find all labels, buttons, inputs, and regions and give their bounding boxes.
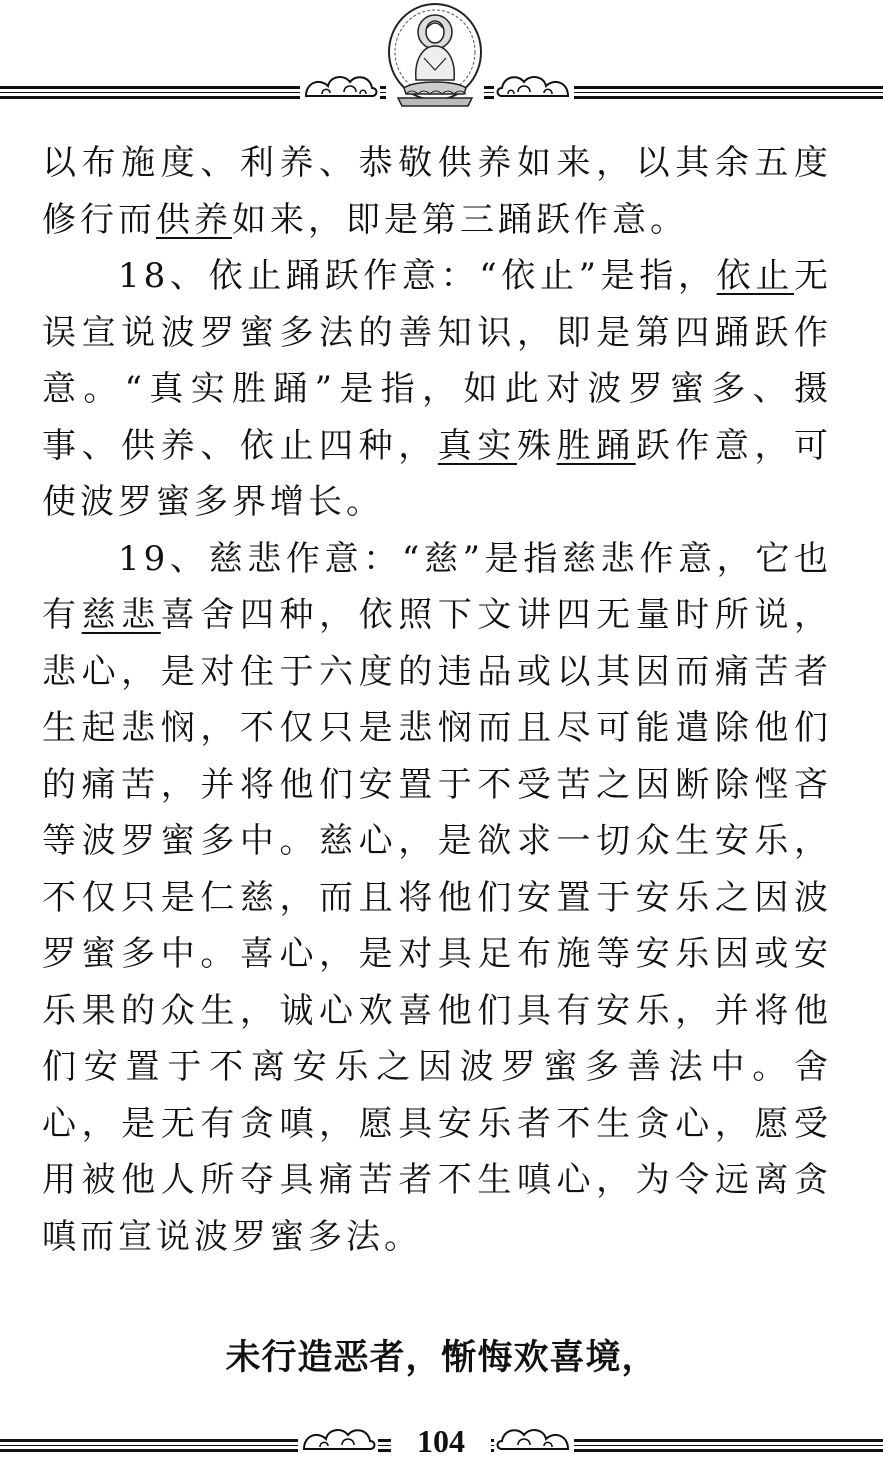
cloud-scroll-icon (494, 1421, 574, 1455)
paragraph: 以布施度、利养、恭敬供养如来，以其余五度修行而供养如来，即是第三踊跃作意。 (42, 143, 832, 240)
page-number: 104 (391, 1423, 491, 1460)
underlined-term: 供养 (156, 199, 232, 240)
body-text (42, 135, 832, 1265)
underlined-term: 胜踊 (556, 425, 636, 466)
underlined-term: 依止 (716, 256, 795, 296)
cloud-scroll-icon (494, 68, 574, 102)
verse-line: 未行造恶者，惭悔欢喜境， (225, 1338, 658, 1378)
underlined-term: 慈悲 (81, 595, 161, 635)
underlined-term: 真实 (437, 425, 517, 466)
cloud-scroll-icon (300, 68, 380, 102)
paragraph: 18、依止踊跃作意：“依止”是指，依止无误宣说波罗蜜多法的善知识，即是第四踊跃作意。“真实胜踊”是指，如此对波罗蜜多、摄事、供养、依止四种，真实殊胜踊跃作意，可使波罗蜜多界增长。 (42, 256, 833, 522)
page-header (0, 0, 883, 112)
buddha-emblem-icon (386, 2, 484, 108)
cloud-scroll-icon (298, 1421, 378, 1455)
page-footer (0, 1415, 883, 1467)
paragraph: 19、慈悲作意：“慈”是指慈悲作意，它也有慈悲喜舍四种，依照下文讲四无量时所说，悲心，是对住于六度的违品或以其因而痛苦者生起悲悯，不仅只是悲悯而且尽可能遣除他们的痛苦，并将他们安置于不受苦之因断除悭吝等波罗蜜多中。慈心，是欲求一切众生安乐，不仅只是仁慈，而且将他们安置于安乐之因波罗蜜多中。喜心，是对具足布施等安乐因或安乐果的众生，诚心欢喜他们具有安乐，并将他们安置于不离安乐之因波罗蜜多善法中。舍心，是无有贪嗔，愿具安乐者不生贪心，愿受用被他人所夺具痛苦者不生嗔心，为令远离贪嗔而宣说波罗蜜多法。 (42, 538, 833, 1257)
